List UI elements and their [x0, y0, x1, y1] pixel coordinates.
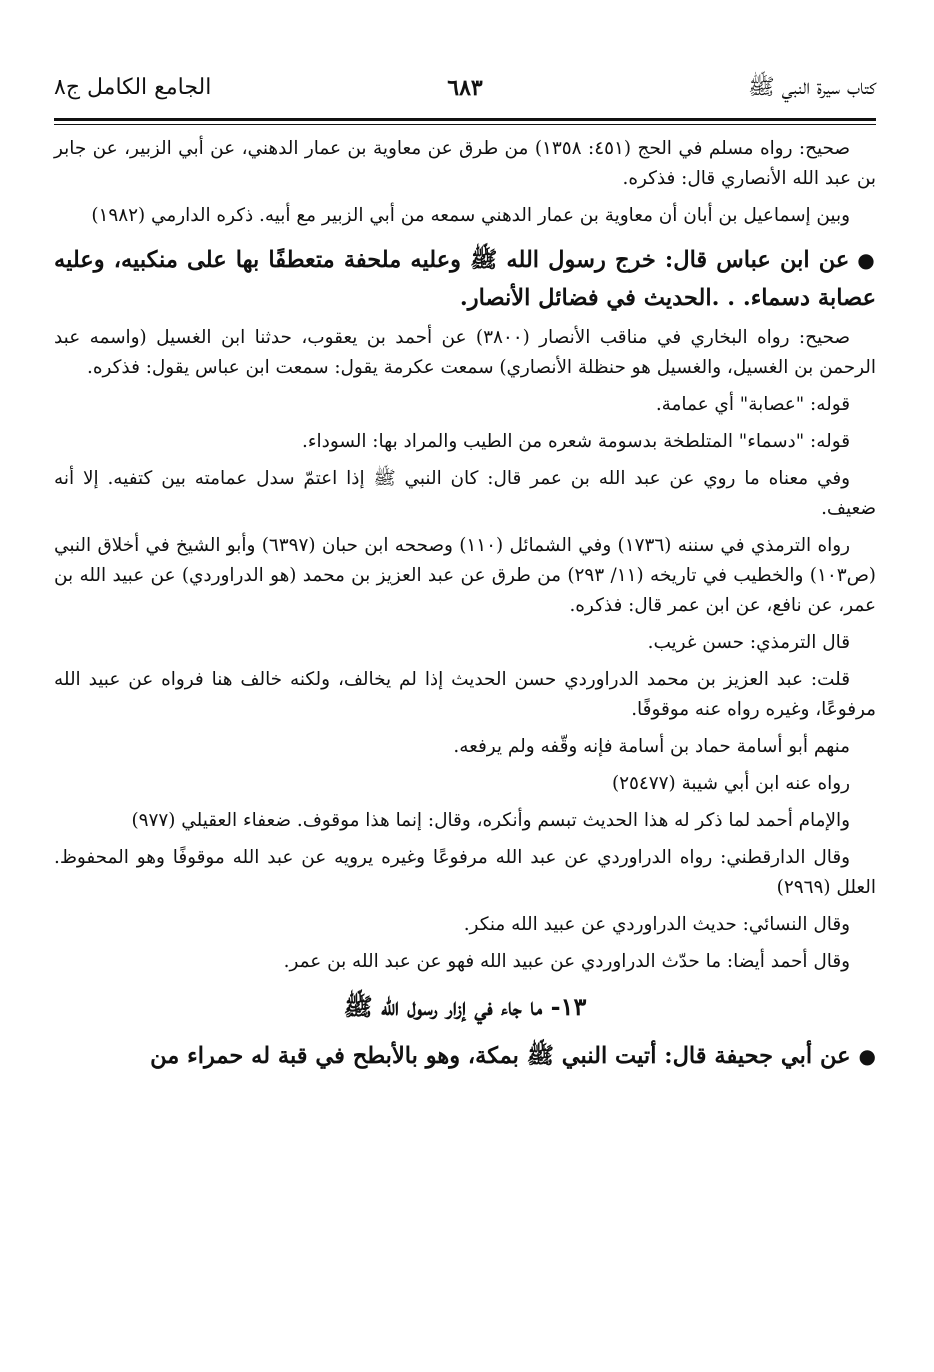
paragraph: وفي معناه ما روي عن عبد الله بن عمر قال: كان النبي ﷺ إذا اعتمّ سدل عمامته بين كتفيه. إلا أنه ضعيف. — [54, 468, 876, 519]
paragraph: منهم أبو أسامة حماد بن أسامة فإنه وقّفه ولم يرفعه. — [453, 736, 850, 757]
paragraph: قلت: عبد العزيز بن محمد الدراوردي حسن الحديث إذا لم يخالف، ولكنه خالف هنا فرواه عن عبيد الله مرفوعًا، وغيره رواه عنه موقوفًا. — [54, 669, 876, 720]
paragraph: رواه عنه ابن أبي شيبة (٢٥٤٧٧) — [611, 773, 850, 794]
section-heading: ١٣- ما جاء في إزار رسول الله ﷺ — [343, 992, 587, 1021]
paragraph: قال الترمذي: حسن غريب. — [647, 632, 850, 653]
paragraph: وبين إسماعيل بن أبان أن معاوية بن عمار الدهني سمعه من أبي الزبير مع أبيه. ذكره الدارمي (١٩٨٢) — [91, 205, 850, 226]
paragraph: قوله: "دسماء" المتلطخة بدسومة شعره من الطيب والمراد بها: السوداء. — [302, 431, 850, 452]
hadith-text-content: عن ابن عباس قال: خرج رسول الله ﷺ وعليه ملحفة متعطفًا بها على منكبيه، وعليه عصابة دسماء. . .الحديث في فضائل الأنصار. — [54, 247, 876, 311]
paragraph: قوله: "عصابة" أي عمامة. — [655, 394, 850, 415]
paragraph: وقال الدارقطني: رواه الدراوردي عن عبد الله مرفوعًا وغيره يرويه عن عبد الله موقوفًا وهو المحفوظ. العلل (٢٩٦٩) — [54, 847, 876, 898]
page-number: ٦٨٣ — [447, 75, 483, 101]
header-volume-title: الجامع الكامل ج٨ — [54, 75, 212, 100]
hadith-text — [54, 241, 876, 317]
hadith-text-content: عن أبي جحيفة قال: أتيت النبي ﷺ بمكة، وهو بالأبطح في قبة له حمراء من — [150, 1043, 851, 1069]
header-rule-thin — [54, 124, 876, 125]
paragraph: والإمام أحمد لما ذكر له هذا الحديث تبسم وأنكره، وقال: إنما هذا موقوف. ضعفاء العقيلي (٩٧٧) — [131, 810, 850, 831]
bullet-icon: ● — [857, 248, 876, 272]
header-book-title: كتاب سيرة النبي ﷺ — [748, 75, 876, 100]
header-rule-thick — [54, 118, 876, 121]
paragraph: وقال أحمد أيضا: ما حدّث الدراوردي عن عبيد الله فهو عن عبد الله بن عمر. — [283, 951, 850, 972]
paragraph: صحيح: رواه البخاري في مناقب الأنصار (٣٨٠٠) عن أحمد بن يعقوب، حدثنا ابن الغسيل (واسمه عبد الرحمن بن الغسيل، والغسيل هو حنظلة الأنصاري) سمعت عكرمة يقول: سمعت ابن عباس يقول: فذكره. — [54, 327, 876, 378]
page-header — [54, 0, 876, 112]
page-body — [54, 112, 876, 1075]
paragraph: وقال النسائي: حديث الدراوردي عن عبيد الله منكر. — [463, 914, 850, 935]
bullet-icon: ● — [858, 1044, 876, 1068]
paragraph: رواه الترمذي في سننه (١٧٣٦) وفي الشمائل (١١٠) وصححه ابن حبان (٦٣٩٧) وأبو الشيخ في أخلاق النبي (ص١٠٣) والخطيب في تاريخه (١١/ ٢٩٣) من طرق عن عبد العزيز بن محمد (هو الدراوردي) عن عبيد الله بن عمر، عن نافع، عن ابن عمر قال: فذكره. — [54, 535, 876, 616]
paragraph: صحيح: رواه مسلم في الحج (٤٥١: ١٣٥٨) من طرق عن معاوية بن عمار الدهني، عن أبي الزبير، عن جابر بن عبد الله الأنصاري قال: فذكره. — [54, 138, 876, 189]
hadith-text — [54, 1037, 876, 1075]
